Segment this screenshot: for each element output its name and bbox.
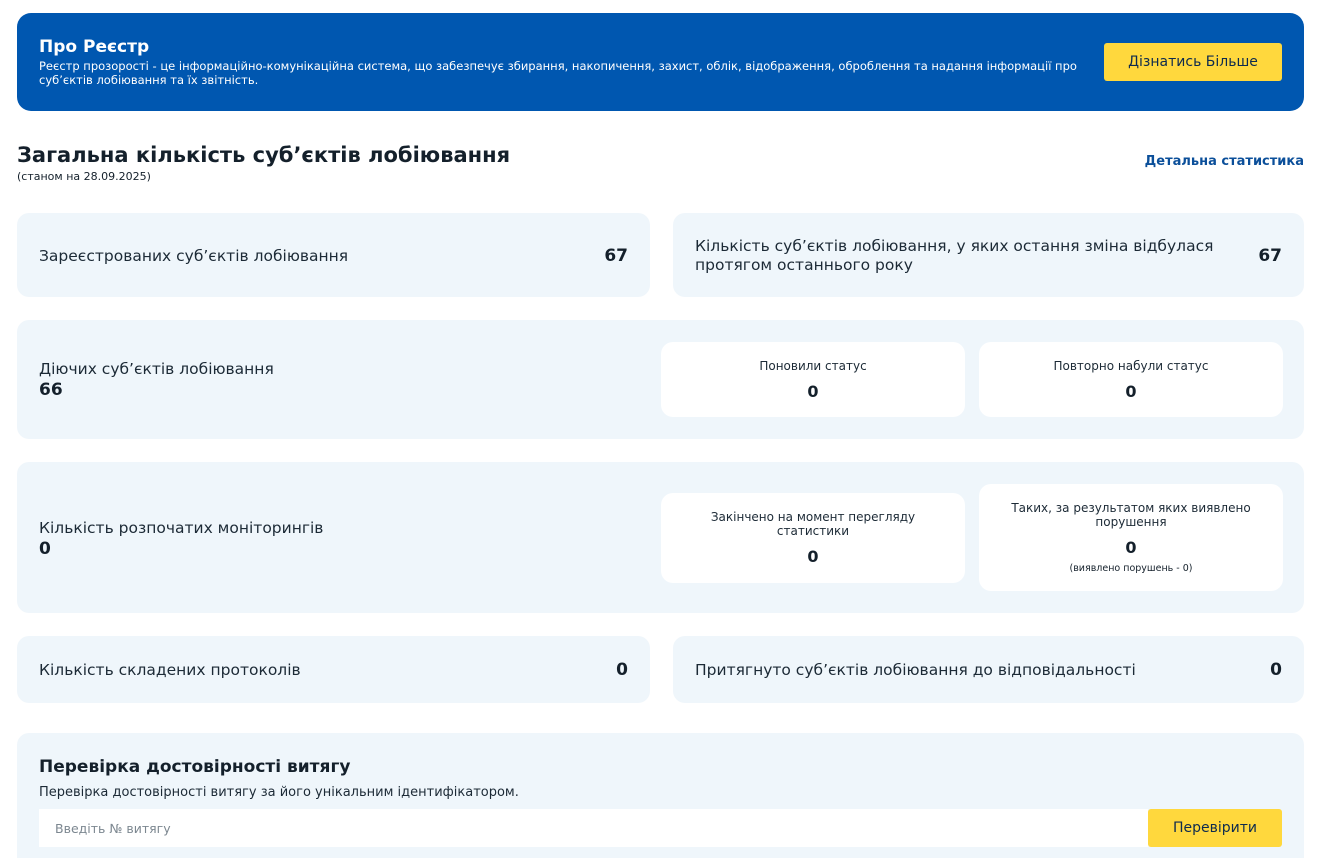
- liable-value: 0: [1270, 660, 1282, 680]
- regained-status-card: [979, 342, 1283, 417]
- verify-subtitle: Перевірка достовірності витягу за його унікальним ідентифікатором.: [39, 785, 519, 800]
- protocols-card: [17, 636, 650, 703]
- protocols-value: 0: [616, 660, 628, 680]
- liable-label: Притягнуто суб’єктів лобіювання до відповідальності: [695, 661, 1136, 679]
- verify-title: Перевірка достовірності витягу: [39, 757, 351, 777]
- finished-monitorings-value: 0: [807, 547, 819, 566]
- extract-number-input[interactable]: [39, 809, 1148, 847]
- changed-last-year-label: Кількість суб’єктів лобіювання, у яких остання зміна відбулася протягом останнього року: [695, 237, 1214, 274]
- verify-button[interactable]: Перевірити: [1148, 809, 1282, 847]
- active-card: [17, 320, 1304, 439]
- monitorings-label: Кількість розпочатих моніторингів: [39, 519, 324, 537]
- changed-last-year-card: [673, 213, 1304, 297]
- stats-date: (станом на 28.09.2025): [17, 170, 151, 183]
- regained-status-label: Повторно набули статус: [1053, 359, 1209, 373]
- liable-card: [673, 636, 1304, 703]
- regained-status-value: 0: [1125, 382, 1137, 401]
- monitorings-card: [17, 462, 1304, 613]
- renewed-status-value: 0: [807, 382, 819, 401]
- active-value: 66: [39, 380, 63, 400]
- renewed-status-card: [661, 342, 965, 417]
- active-label: Діючих суб’єктів лобіювання: [39, 360, 274, 378]
- finished-monitorings-label: Закінчено на момент перегляду статистики: [710, 510, 916, 538]
- registered-label: Зареєстрованих суб’єктів лобіювання: [39, 247, 349, 265]
- protocols-label: Кількість складених протоколів: [39, 661, 301, 679]
- learn-more-button[interactable]: Дізнатись Більше: [1104, 43, 1282, 81]
- registered-value: 67: [604, 246, 628, 266]
- violations-label: Таких, за результатом яких виявлено порушення: [1011, 501, 1251, 529]
- banner-title: Про Реєстр: [39, 37, 150, 57]
- renewed-status-label: Поновили статус: [759, 359, 867, 373]
- finished-monitorings-card: [661, 493, 965, 583]
- detailed-statistics-link[interactable]: Детальна статистика: [1144, 154, 1304, 169]
- banner-text: Реєстр прозорості - це інформаційно-комунікаційна система, що забезпечує збирання, накопичення, захист, облік, відображення, оброблення та надання інформації про суб’єктів лобіювання та їх звітність.: [39, 59, 1077, 87]
- violations-value: 0: [1125, 538, 1137, 557]
- monitorings-value: 0: [39, 539, 51, 559]
- verify-extract-card: [17, 733, 1304, 858]
- violations-card: [979, 484, 1283, 591]
- page-title: Загальна кількість суб’єктів лобіювання: [17, 143, 511, 167]
- changed-last-year-value: 67: [1258, 246, 1282, 266]
- violations-note: (виявлено порушень - 0): [1069, 563, 1193, 574]
- registered-card: [17, 213, 650, 297]
- about-registry-banner: [17, 13, 1304, 111]
